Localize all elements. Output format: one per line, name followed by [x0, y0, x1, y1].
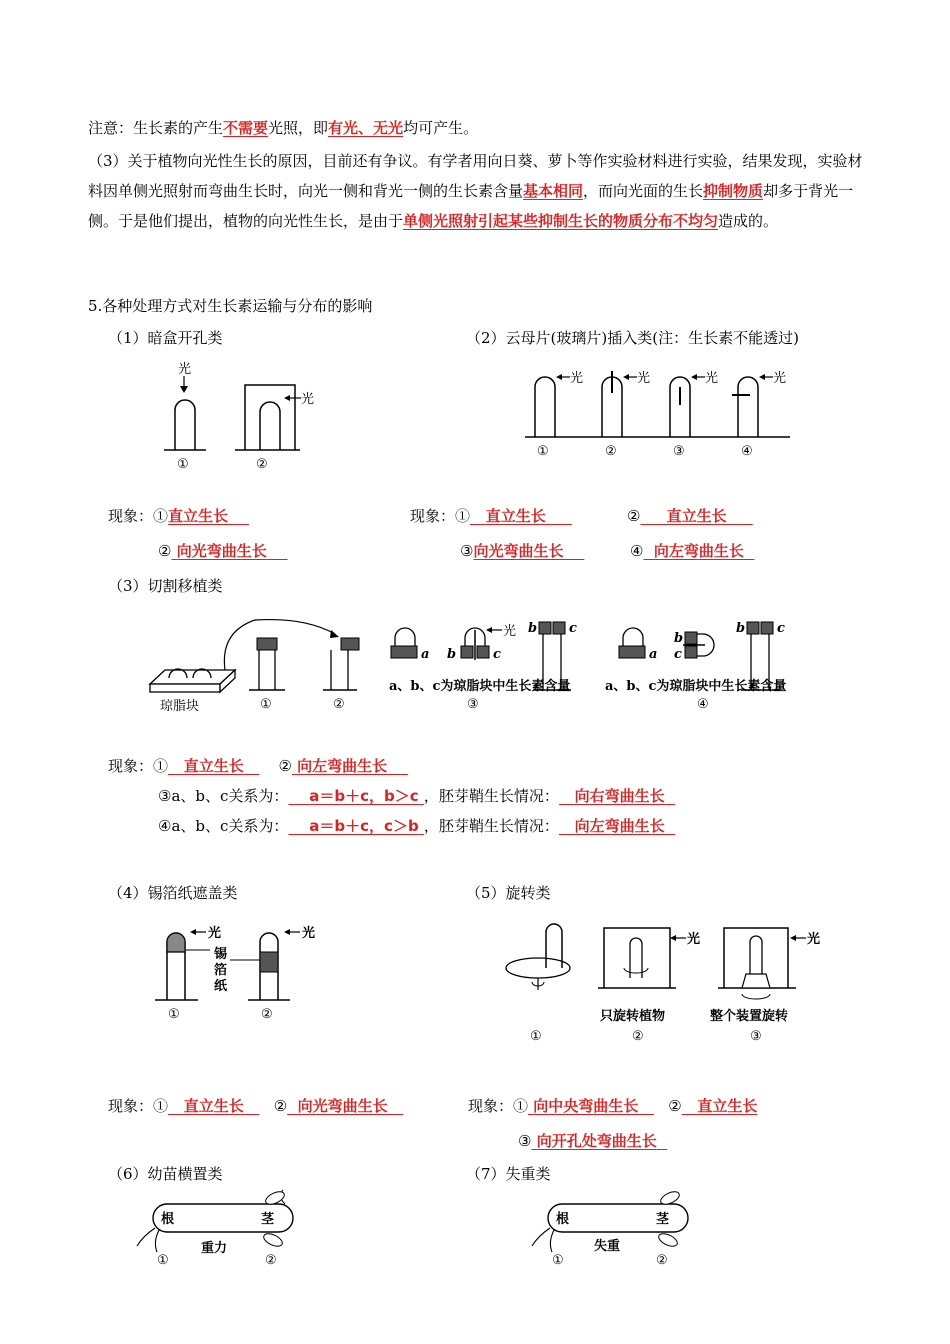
light-label: 光 — [503, 624, 517, 639]
s4-figure — [150, 920, 330, 1030]
stem-label: 茎 — [261, 1212, 275, 1227]
s2-title: （2）云母片(玻璃片)插入类(注：生长素不能透过) — [466, 329, 799, 347]
s5-title: （5）旋转类 — [466, 884, 551, 902]
section-5-title: 5.各种处理方式对生长素运输与分布的影响 — [88, 297, 373, 315]
s3-fig-num-4: ④ — [697, 697, 709, 712]
s6-fig-num-1: ① — [157, 1253, 169, 1268]
s3-phenomenon-3: ③a、b、c关系为： a＝b＋c，b＞c ，胚芽鞘生长情况： 向右弯曲生长 — [158, 787, 665, 805]
light-label: 光 — [570, 371, 584, 386]
s3-answer-2: 向左弯曲生长 — [297, 757, 388, 775]
s4-fig-num-1: ① — [168, 1007, 180, 1022]
agar-b-label: b — [736, 621, 746, 636]
light-label: 光 — [705, 371, 719, 386]
s3-relation-4: a＝b＋c，c＞b — [309, 817, 419, 835]
agar-b-label: b — [528, 621, 538, 636]
para3-answer-3: 单侧光照射引起某些抑制生长的物质分布不均匀 — [403, 212, 719, 230]
s7-figure — [530, 1188, 700, 1270]
para3-answer-2: 抑制物质 — [703, 182, 764, 200]
s2-phenomenon-2: ② 直立生长 — [627, 507, 727, 525]
gravity-label: 重力 — [201, 1241, 228, 1256]
foil-label-3: 纸 — [214, 979, 228, 994]
rotate-all-label: 整个装置旋转 — [710, 1009, 789, 1024]
s1-figure — [160, 360, 315, 475]
s7-fig-num-1: ① — [552, 1253, 564, 1268]
s3-phenomenon-1: 现象：① 直立生长 ② 向左弯曲生长 — [108, 757, 388, 775]
s5-fig-num-2: ② — [632, 1029, 644, 1044]
s2-answer-3: 向光弯曲生长 — [473, 542, 564, 560]
s3-fig-num-2: ② — [333, 697, 345, 712]
s2-fig-num-2: ② — [605, 444, 617, 459]
s1-answer-2: 向光弯曲生长 — [176, 542, 267, 560]
s4-answer-1: 直立生长 — [183, 1097, 244, 1115]
root-label: 根 — [556, 1212, 570, 1227]
s5-answer-2: 直立生长 — [697, 1097, 758, 1115]
paragraph-3: （3）关于植物向光性生长的原因，目前还有争议。有学者用向日葵、萝卜等作实验材料进行实验，结果发现，实验材料因单侧光照射而弯曲生长时，向光一侧和背光一侧的生长素含量基本相同，而向光面的生长抑制物质却多于背光一侧。于是他们提出，植物的向光性生长，是由于单侧光照射引起某些抑制生长的物质分布不均匀造成的。 — [88, 152, 863, 230]
s1-answer-1: 直立生长 — [168, 507, 229, 525]
agar-b-label: b — [447, 647, 457, 662]
foil-label-2: 箔 — [214, 963, 228, 978]
s5-phenomenon-1: 现象：① 向中央弯曲生长 ② 直立生长 — [468, 1097, 758, 1115]
s2-fig-num-1: ① — [537, 444, 549, 459]
agar-a-label: a — [649, 647, 658, 662]
light-label: 光 — [208, 926, 222, 941]
light-label: 光 — [687, 932, 701, 947]
s2-figure — [520, 365, 800, 465]
s6-title: （6）幼苗横置类 — [108, 1165, 223, 1183]
s3-answer-1: 直立生长 — [183, 757, 244, 775]
s2-phenomenon-3: ③向光弯曲生长 — [460, 542, 564, 560]
s1-fig-num-2: ② — [256, 457, 268, 472]
s5-fig-num-3: ③ — [750, 1029, 762, 1044]
s4-title: （4）锡箔纸遮盖类 — [108, 884, 238, 902]
s5-fig-num-1: ① — [530, 1029, 542, 1044]
note-answer-2: 有光、无光 — [328, 119, 404, 137]
s1-title: （1）暗盒开孔类 — [108, 329, 223, 347]
s2-answer-1: 直立生长 — [485, 507, 546, 525]
s4-phenomenon: 现象：① 直立生长 ② 向光弯曲生长 — [108, 1097, 388, 1115]
agar-a-label: a — [421, 647, 430, 662]
light-label: 光 — [302, 926, 316, 941]
s7-title: （7）失重类 — [466, 1165, 551, 1183]
s3-result-3: 向右弯曲生长 — [574, 787, 665, 805]
s1-fig-num-1: ① — [177, 457, 189, 472]
s2-answer-2: 直立生长 — [666, 507, 727, 525]
s5-figure — [500, 918, 820, 1048]
s3-figure — [145, 612, 805, 717]
light-label: 光 — [807, 932, 821, 947]
light-label: 光 — [178, 362, 192, 377]
s3-title: （3）切割移植类 — [108, 577, 223, 595]
s5-answer-3: 向开孔处弯曲生长 — [536, 1132, 657, 1150]
stem-label: 茎 — [656, 1212, 670, 1227]
foil-label-1: 锡 — [214, 947, 228, 962]
s2-fig-num-4: ④ — [741, 444, 753, 459]
s1-phenomenon-1: 现象：①直立生长 — [108, 507, 229, 525]
agar-c-label: c — [674, 647, 682, 662]
s6-figure — [135, 1188, 305, 1270]
s1-phenomenon-2: ② 向光弯曲生长 — [158, 542, 267, 560]
para3-answer-1: 基本相同 — [523, 182, 584, 200]
s7-fig-num-2: ② — [656, 1253, 668, 1268]
s2-fig-num-3: ③ — [673, 444, 685, 459]
s6-fig-num-2: ② — [265, 1253, 277, 1268]
s3-relation-3: a＝b＋c，b＞c — [309, 787, 419, 805]
light-label: 光 — [301, 392, 315, 407]
s3-phenomenon-4: ④a、b、c关系为： a＝b＋c，c＞b ，胚芽鞘生长情况： 向左弯曲生长 — [158, 817, 665, 835]
agar-c-label: c — [569, 621, 577, 636]
s3-fig-num-3: ③ — [467, 697, 479, 712]
s3-abc-desc-3: a、b、c为琼脂块中生长素含量 — [389, 679, 571, 694]
s5-answer-1: 向中央弯曲生长 — [533, 1097, 639, 1115]
light-label: 光 — [637, 371, 651, 386]
s4-fig-num-2: ② — [261, 1007, 273, 1022]
s3-fig-num-1: ① — [260, 697, 272, 712]
s2-phenomenon-4: ④ 向左弯曲生长 — [630, 542, 744, 560]
agar-c-label: c — [493, 647, 501, 662]
agar-label: 琼脂块 — [160, 699, 200, 714]
agar-b-label: b — [674, 631, 684, 646]
s3-abc-desc-4: a、b、c为琼脂块中生长素含量 — [605, 679, 787, 694]
s5-phenomenon-3: ③ 向开孔处弯曲生长 — [518, 1132, 657, 1150]
root-label: 根 — [161, 1212, 175, 1227]
s3-result-4: 向左弯曲生长 — [574, 817, 665, 835]
s4-answer-2: 向光弯曲生长 — [297, 1097, 388, 1115]
note-answer-1: 不需要 — [223, 119, 269, 137]
s2-answer-4: 向左弯曲生长 — [653, 542, 744, 560]
light-label: 光 — [773, 371, 787, 386]
rotate-plant-label: 只旋转植物 — [600, 1009, 666, 1024]
weightless-label: 失重 — [594, 1239, 621, 1254]
note-line: 注意：生长素的产生不需要光照，即有光、无光均可产生。 — [88, 119, 479, 137]
agar-c-label: c — [777, 621, 785, 636]
s2-phenomenon-1: 现象：① 直立生长 — [410, 507, 546, 525]
